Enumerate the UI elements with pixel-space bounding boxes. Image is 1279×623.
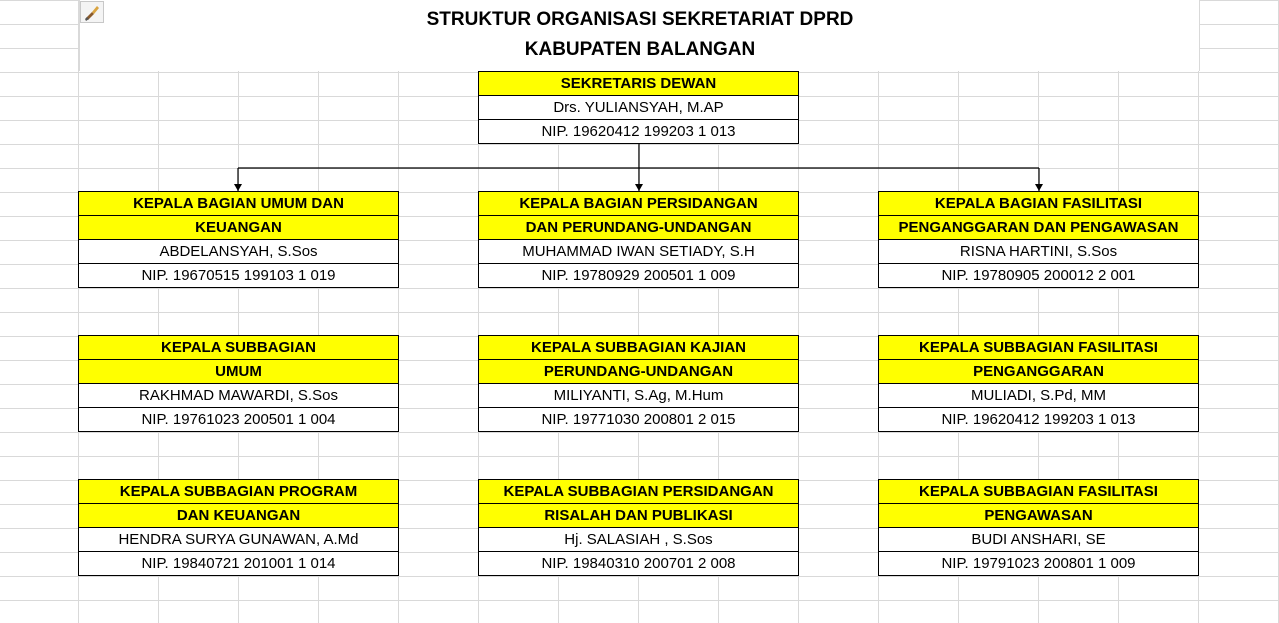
box-title-line1: KEPALA BAGIAN FASILITASI: [879, 192, 1198, 215]
box-title-line2: PENGANGGARAN: [879, 359, 1198, 383]
box-title-line1: KEPALA SUBBAGIAN PERSIDANGAN: [479, 480, 798, 503]
box-title-line1: KEPALA SUBBAGIAN: [79, 336, 398, 359]
box-name: MILIYANTI, S.Ag, M.Hum: [479, 383, 798, 407]
box-title-line2: DAN KEUANGAN: [79, 503, 398, 527]
box-nip: NIP. 19840721 201001 1 014: [79, 551, 398, 575]
box-name: MUHAMMAD IWAN SETIADY, S.H: [479, 239, 798, 263]
bagian-umum-keuangan-box: [78, 191, 399, 288]
box-nip: NIP. 19840310 200701 2 008: [479, 551, 798, 575]
subbagian-program-box: [78, 479, 399, 576]
root-title: SEKRETARIS DEWAN: [479, 72, 798, 95]
box-name: MULIADI, S.Pd, MM: [879, 383, 1198, 407]
box-nip: NIP. 19670515 199103 1 019: [79, 263, 398, 287]
subbagian-risalah-box: [478, 479, 799, 576]
box-nip: NIP. 19780905 200012 2 001: [879, 263, 1198, 287]
chart-title-line2: KABUPATEN BALANGAN: [524, 39, 756, 60]
bagian-persidangan-box: [478, 191, 799, 288]
box-name: RAKHMAD MAWARDI, S.Sos: [79, 383, 398, 407]
box-title-line2: KEUANGAN: [79, 215, 398, 239]
subbagian-pengawasan-box: [878, 479, 1199, 576]
root-box: [478, 71, 799, 144]
box-title-line1: KEPALA BAGIAN PERSIDANGAN: [479, 192, 798, 215]
box-title-line1: KEPALA SUBBAGIAN FASILITASI: [879, 480, 1198, 503]
box-title-line1: KEPALA SUBBAGIAN KAJIAN: [479, 336, 798, 359]
subbagian-umum-box: [78, 335, 399, 432]
box-title-line2: PENGAWASAN: [879, 503, 1198, 527]
box-title-line2: RISALAH DAN PUBLIKASI: [479, 503, 798, 527]
box-name: ABDELANSYAH, S.Sos: [79, 239, 398, 263]
subbagian-kajian-box: [478, 335, 799, 432]
root-name: Drs. YULIANSYAH, M.AP: [479, 95, 798, 119]
box-title-line1: KEPALA SUBBAGIAN FASILITASI: [879, 336, 1198, 359]
chart-title-line1: STRUKTUR ORGANISASI SEKRETARIAT DPRD: [426, 9, 854, 30]
box-name: RISNA HARTINI, S.Sos: [879, 239, 1198, 263]
box-title-line2: PENGANGGARAN DAN PENGAWASAN: [879, 215, 1198, 239]
box-nip: NIP. 19780929 200501 1 009: [479, 263, 798, 287]
box-nip: NIP. 19791023 200801 1 009: [879, 551, 1198, 575]
box-title-line1: KEPALA SUBBAGIAN PROGRAM: [79, 480, 398, 503]
box-name: Hj. SALASIAH , S.Sos: [479, 527, 798, 551]
box-name: BUDI ANSHARI, SE: [879, 527, 1198, 551]
root-nip: NIP. 19620412 199203 1 013: [479, 119, 798, 143]
bagian-fasilitasi-box: [878, 191, 1199, 288]
box-title-line2: PERUNDANG-UNDANGAN: [479, 359, 798, 383]
box-title-line2: DAN PERUNDANG-UNDANGAN: [479, 215, 798, 239]
box-nip: NIP. 19620412 199203 1 013: [879, 407, 1198, 431]
box-nip: NIP. 19771030 200801 2 015: [479, 407, 798, 431]
box-title-line2: UMUM: [79, 359, 398, 383]
box-title-line1: KEPALA BAGIAN UMUM DAN: [79, 192, 398, 215]
box-nip: NIP. 19761023 200501 1 004: [79, 407, 398, 431]
subbagian-penganggaran-box: [878, 335, 1199, 432]
box-name: HENDRA SURYA GUNAWAN, A.Md: [79, 527, 398, 551]
